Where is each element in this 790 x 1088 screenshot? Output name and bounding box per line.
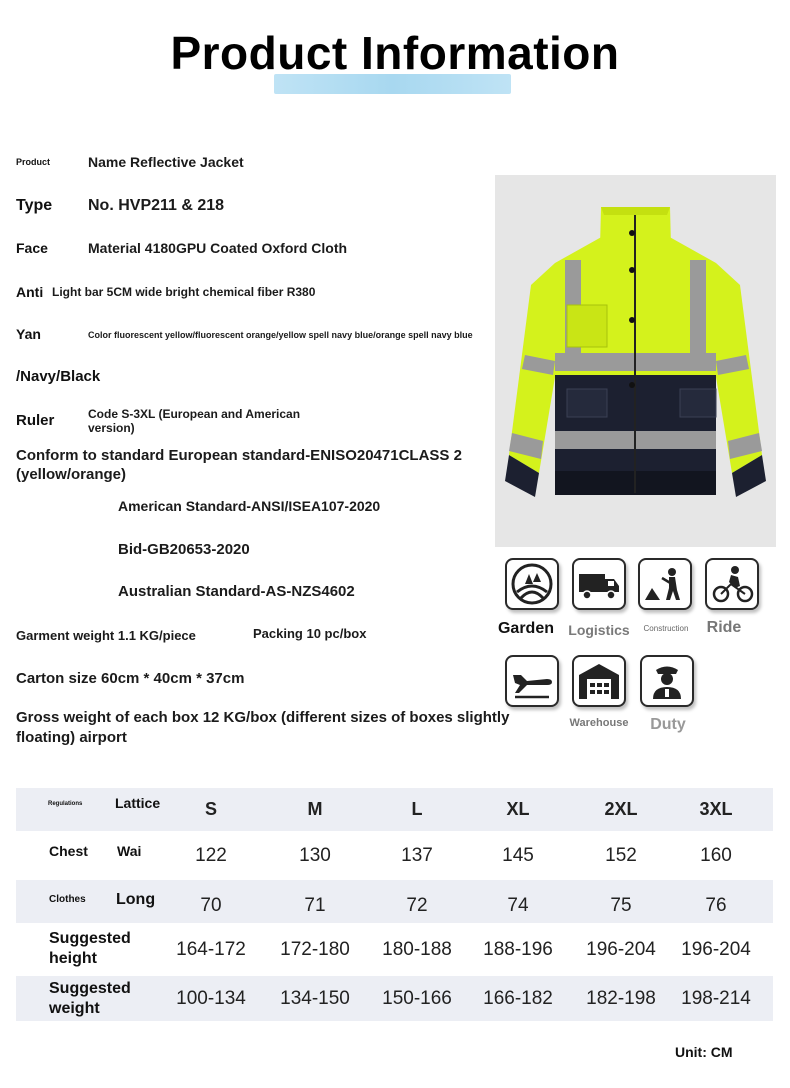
product-label: Product	[16, 157, 51, 167]
type-label: Type	[16, 197, 53, 214]
table-cell: 137	[401, 844, 433, 866]
regulations-label: Regulations	[48, 801, 83, 807]
table-row-length	[16, 880, 773, 923]
truck-icon	[572, 558, 626, 610]
security-guard-icon	[640, 655, 694, 707]
ruler-label: Ruler	[16, 412, 55, 429]
table-row-chest	[16, 831, 773, 880]
product-value: Name Reflective Jacket	[88, 154, 244, 170]
icon-caption-airport	[505, 717, 559, 733]
icon-caption-ride: Ride	[706, 619, 742, 636]
table-cell: 72	[406, 894, 428, 916]
australian-standard: Australian Standard-AS-NZS4602	[118, 583, 355, 600]
lattice-label: Lattice	[115, 795, 161, 811]
icon-caption-duty: Duty	[650, 716, 686, 733]
yan-continued: /Navy/Black	[16, 368, 101, 385]
size-table	[16, 788, 773, 1021]
long-label: Long	[116, 891, 156, 908]
icon-caption-construction: Construction	[643, 624, 689, 633]
unit-label: Unit: CM	[675, 1044, 733, 1060]
table-cell: 71	[304, 894, 326, 916]
size-header: L	[411, 799, 423, 819]
face-value: Material 4180GPU Coated Oxford Cloth	[88, 240, 348, 256]
table-cell: 100-134	[176, 987, 246, 1009]
table-cell: 180-188	[382, 938, 452, 960]
clothes-label: Clothes	[49, 894, 86, 905]
table-cell: 160	[700, 844, 732, 866]
table-cell: 172-180	[280, 938, 350, 960]
american-standard: American Standard-ANSI/ISEA107-2020	[118, 498, 381, 514]
conform-standard: Conform to standard European standard-ENISO20471CLASS 2 (yellow/orange)	[16, 447, 462, 483]
cyclist-icon	[705, 558, 759, 610]
face-label: Face	[16, 240, 48, 256]
garment-weight: Garment weight 1.1 KG/piece	[16, 628, 196, 643]
reflective-jacket-image	[495, 175, 776, 547]
wai-label: Wai	[117, 843, 142, 859]
type-value: No. HVP211 & 218	[88, 197, 225, 214]
table-cell: 150-166	[382, 987, 452, 1009]
table-cell: 122	[195, 844, 227, 866]
table-cell: 196-204	[586, 938, 656, 960]
table-row-height	[16, 923, 773, 976]
anti-value: Light bar 5CM wide bright chemical fiber R380	[52, 285, 316, 299]
carton-size: Carton size 60cm * 40cm * 37cm	[16, 670, 245, 687]
anti-label: Anti	[16, 284, 44, 300]
table-cell: 76	[705, 894, 727, 916]
table-row-weight	[16, 976, 773, 1021]
size-header: M	[307, 799, 323, 819]
table-cell: 196-204	[681, 938, 751, 960]
table-cell: 182-198	[586, 987, 656, 1009]
table-header-row	[16, 788, 773, 831]
size-header: 2XL	[604, 799, 638, 819]
garden-icon	[505, 558, 559, 610]
chest-label: Chest	[49, 843, 88, 859]
size-header: XL	[506, 799, 530, 819]
bid-standard: Bid-GB20653-2020	[118, 541, 250, 558]
table-cell: 75	[610, 894, 632, 916]
construction-worker-icon	[638, 558, 692, 610]
table-cell: 134-150	[280, 987, 350, 1009]
table-cell: 166-182	[483, 987, 553, 1009]
size-header: S	[204, 799, 217, 819]
table-cell: 198-214	[681, 987, 751, 1009]
table-cell: 188-196	[483, 938, 553, 960]
suggested-height-label: Suggested height	[49, 930, 131, 967]
icon-caption-garden: Garden	[497, 620, 554, 637]
icon-caption-warehouse: Warehouse	[569, 717, 629, 729]
gross-weight: Gross weight of each box 12 KG/box (different sizes of boxes slightly floating) airport	[16, 709, 510, 746]
jacket-photo	[495, 175, 776, 547]
table-cell: 70	[200, 894, 222, 916]
yan-value: Color fluorescent yellow/fluorescent orange/yellow spell navy blue/orange spell navy blue	[88, 330, 473, 340]
table-cell: 152	[605, 844, 637, 866]
page-title: Product Information	[170, 27, 620, 79]
airplane-icon	[505, 655, 559, 707]
table-cell: 130	[299, 844, 331, 866]
table-cell: 164-172	[176, 938, 246, 960]
table-cell: 145	[502, 844, 534, 866]
warehouse-icon	[572, 655, 626, 707]
table-cell: 74	[507, 894, 529, 916]
icon-caption-logistics: Logistics	[568, 622, 630, 638]
yan-label: Yan	[16, 326, 41, 342]
ruler-value: Code S-3XL (European and American version)	[88, 407, 301, 435]
packing: Packing 10 pc/box	[253, 626, 367, 641]
size-header: 3XL	[699, 799, 733, 819]
suggested-weight-label: Suggested weight	[49, 980, 131, 1017]
